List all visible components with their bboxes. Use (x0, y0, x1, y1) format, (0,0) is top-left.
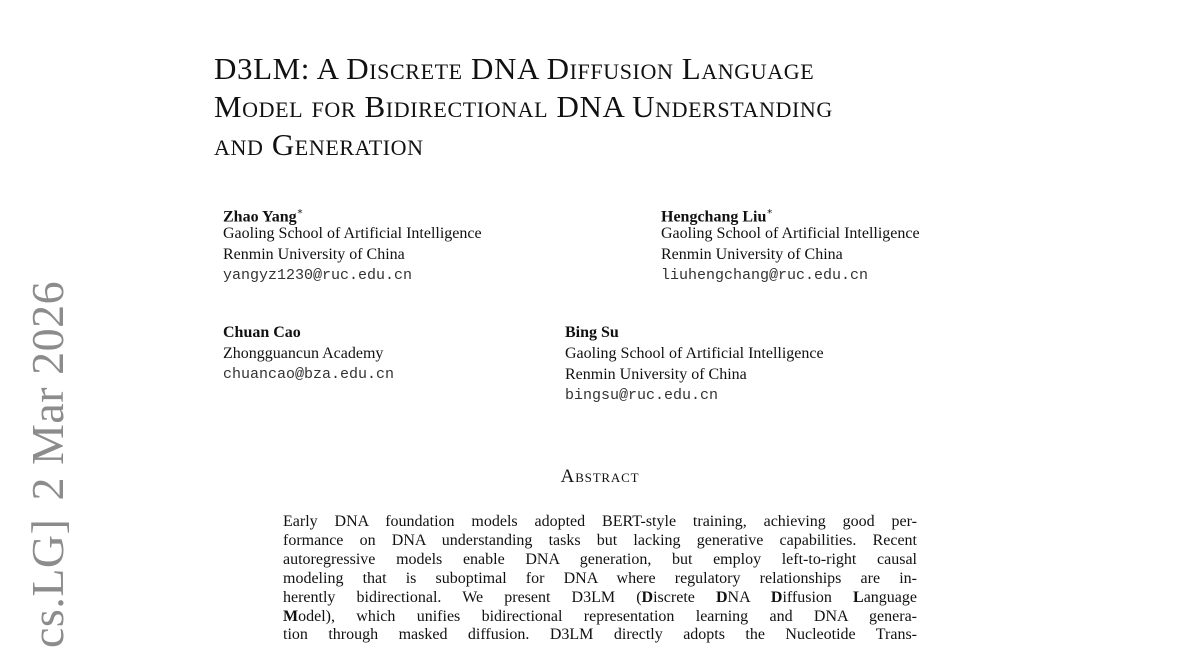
paper-title (214, 50, 994, 164)
acronym-word: iscrete (653, 588, 716, 606)
acronym-letter: D (641, 588, 654, 606)
acronym-letter: D (715, 588, 728, 606)
author-name-row (661, 202, 920, 226)
author-affiliation: Renmin University of China (661, 246, 843, 263)
abstract-line: modeling that is suboptimal for DNA where regulatory relationships are in- (283, 569, 917, 587)
author-email: yangyz1230@ruc.edu.cn (223, 267, 413, 284)
author-name: Zhao Yang (223, 208, 297, 226)
title-line: D3LM: A Discrete DNA Diffusion Language (214, 51, 815, 86)
author-email: liuhengchang@ruc.edu.cn (661, 267, 869, 284)
acronym-letter: D (770, 588, 783, 606)
author-affiliation: Zhongguancun Academy (223, 345, 384, 362)
author-affiliation: Gaoling School of Artificial Intelligence (223, 225, 482, 242)
author-name: Hengchang Liu (661, 208, 767, 226)
acronym-word: iffusion (782, 588, 854, 606)
acronym-letter: L (853, 588, 864, 606)
author-affiliation: Gaoling School of Artificial Intelligence (565, 345, 824, 362)
arxiv-date: 2 Mar 2026 (22, 280, 73, 501)
author-name: Chuan Cao (223, 324, 301, 341)
author-affiliation: Renmin University of China (223, 246, 405, 263)
title-line: and Generation (214, 127, 424, 162)
title-line: Model for Bidirectional DNA Understanding (214, 89, 833, 124)
author-name-row (223, 202, 482, 226)
abstract-text: odel), which unifies bidirectional representation learning and DNA genera- (298, 607, 917, 625)
arxiv-category: cs.LG] (22, 518, 73, 648)
acronym-word: NA (727, 588, 771, 606)
abstract-body (283, 513, 917, 645)
abstract-line (283, 608, 917, 627)
author-block (565, 322, 824, 406)
acronym-word: anguage (863, 588, 918, 606)
author-block (223, 322, 394, 385)
abstract-text: herently bidirectional. We present D3LM ( (283, 588, 642, 606)
author-block (661, 202, 920, 286)
author-affiliation: Gaoling School of Artificial Intelligence (661, 225, 920, 242)
equal-contribution-mark: ∗ (766, 207, 774, 218)
author-email: bingsu@ruc.edu.cn (565, 387, 719, 404)
equal-contribution-mark: ∗ (296, 207, 304, 218)
abstract-line: tion through masked diffusion. D3LM directly adopts the Nucleotide Trans- (283, 626, 917, 644)
abstract-line: Early DNA foundation models adopted BERT-style training, achieving good per- (283, 513, 917, 530)
author-email: chuancao@bza.edu.cn (223, 366, 395, 383)
abstract-line: autoregressive models enable DNA generation, but employ left-to-right causal (283, 550, 917, 568)
author-affiliation: Renmin University of China (565, 366, 747, 383)
acronym-letter: M (283, 607, 299, 625)
author-block (223, 202, 482, 286)
abstract-line: formance on DNA understanding tasks but lacking generative capabilities. Recent (283, 531, 917, 549)
arxiv-side-stamp (22, 263, 73, 648)
abstract-line-acronym (283, 589, 917, 608)
abstract-heading: Abstract (560, 466, 640, 487)
author-name: Bing Su (565, 324, 619, 341)
